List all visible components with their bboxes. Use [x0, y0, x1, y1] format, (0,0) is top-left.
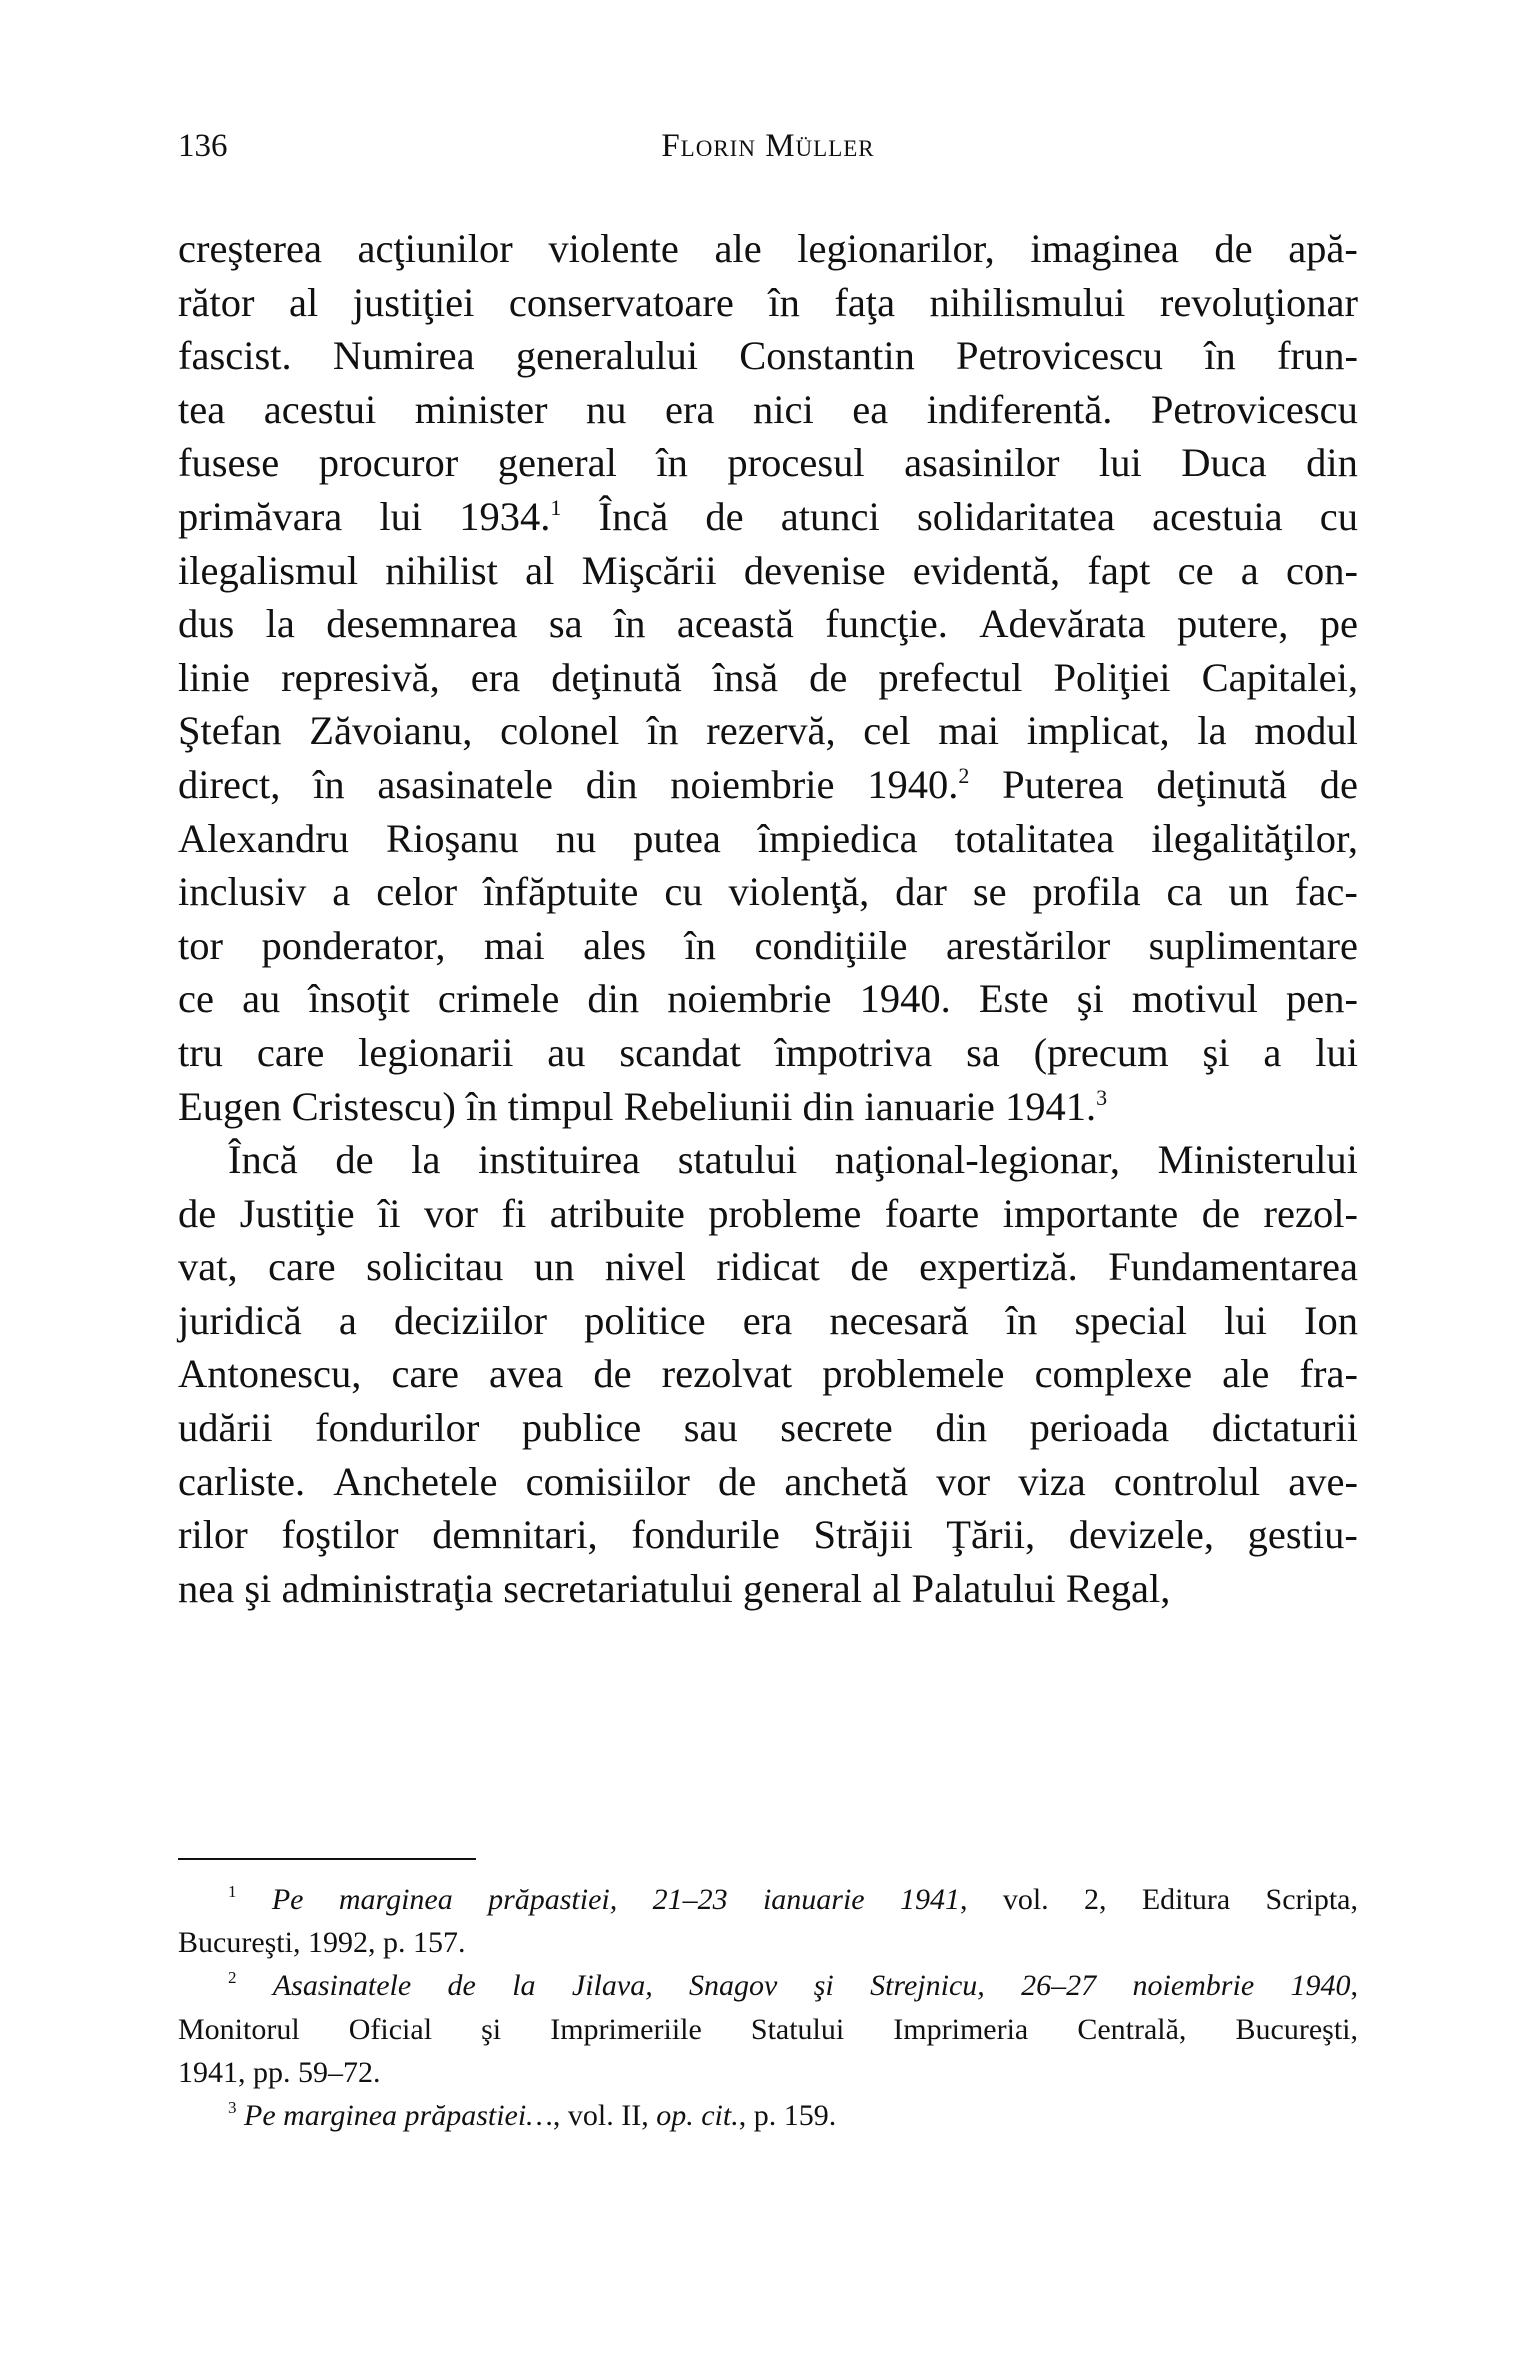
footnote-marker: 2 [228, 1968, 237, 1988]
running-head-author: Florin Müller [661, 128, 875, 164]
footnote-1-continued [178, 1921, 1358, 1964]
text-line: primăvara lui 1934.$^1$ Încă de atunci solidaritatea acestuia cu [178, 493, 1358, 539]
text-line: Antonescu, care avea de rezolvat problemele complexe ale fra- [178, 1351, 1358, 1397]
text-line: tor ponderator, mai ales în condiţiile arestărilor suplimentare [178, 922, 1358, 968]
text-line: de Justiţie îi vor fi atribuite probleme foarte importante de rezol- [178, 1190, 1358, 1236]
text-line: udării fondurilor publice sau secrete din perioada dictaturii [178, 1405, 1358, 1451]
text-line: tea acestui minister nu era nici ea indiferentă. Petrovicescu [178, 386, 1358, 432]
text-line: linie represivă, era deţinută însă de prefectul Poliţiei Capitalei, [178, 654, 1358, 700]
page-number: 136 [178, 128, 228, 164]
text-line: rilor foştilor demnitari, fondurile Străjii Ţării, devizele, gestiu- [178, 1512, 1358, 1558]
footnote-2-continued [178, 2008, 1358, 2051]
body-text [178, 222, 1358, 1615]
footnote-title: Asasinatele de la Jilava, Snagov şi Strejnicu, 26–27 noiembrie 1940 [272, 1969, 1351, 2003]
footnote-reference[interactable]: 1 [550, 494, 562, 520]
text-line: fusese procuror general în procesul asasinilor lui Duca din [178, 440, 1358, 486]
footnote-title: Pe marginea prăpastiei… [244, 2098, 553, 2132]
footnote-text: 1941, pp. 59–72. [178, 2055, 381, 2089]
text-line: Eugen Cristescu) în timpul Rebeliunii din ianuarie 1941.$^3$ [178, 1083, 1108, 1129]
footnotes [178, 1878, 1358, 2137]
text-line: Încă de la instituirea statului naţional-legionar, Ministerului [228, 1137, 1358, 1183]
text-line: rător al justiţiei conservatoare în faţa nihilismului revoluţionar [178, 279, 1358, 325]
footnote-1 [178, 1878, 1358, 1921]
footnote-text: Monitorul Oficial şi Imprimeriile Statului Imprimeria Centrală, Bucureşti, [178, 2012, 1358, 2046]
footnote-title: Pe marginea prăpastiei, 21–23 ianuarie 1941 [271, 1883, 960, 1916]
footnote-text: Bucureşti, 1992, p. 157. [178, 1926, 466, 1960]
text-line: direct, în asasinatele din noiembrie 1940.$^2$ Puterea deţinută de [178, 761, 1358, 807]
footnote-marker: 3 [228, 2097, 237, 2117]
page-header [178, 128, 1358, 178]
text-line: carliste. Anchetele comisiilor de anchetă vor viza controlul ave- [178, 1458, 1358, 1504]
footnote-text: , [1350, 1969, 1358, 2003]
footnote-reference[interactable]: 3 [1096, 1084, 1108, 1110]
text-line: Alexandru Rioşanu nu putea împiedica totalitatea ilegalităţilor, [178, 815, 1358, 861]
text-line: ce au însoţit crimele din noiembrie 1940. Este şi motivul pen- [178, 976, 1358, 1022]
footnote-separator [178, 1858, 476, 1860]
footnote-text: , p. 159. [738, 2098, 837, 2132]
text-line: fascist. Numirea generalului Constantin Petrovicescu în frun- [178, 333, 1358, 379]
footnote-text: , vol. 2, Editura Scripta, [959, 1883, 1358, 1916]
text-line: ilegalismul nihilist al Mişcării devenise evidentă, fapt ce a con- [178, 547, 1358, 593]
text-line: dus la desemnarea sa în această funcţie. Adevărata putere, pe [178, 601, 1358, 647]
footnote-2-continued [178, 2051, 1358, 2094]
text-line: creşterea acţiunilor violente ale legionarilor, imaginea de apă- [178, 226, 1358, 271]
text-line: tru care legionarii au scandat împotriva sa (precum şi a lui [178, 1029, 1358, 1075]
footnote-text: , vol. II, [552, 2098, 657, 2132]
text-line: inclusiv a celor înfăptuite cu violenţă, dar se profila ca un fac- [178, 869, 1358, 915]
footnote-reference[interactable]: 2 [958, 762, 970, 788]
footnote-2 [178, 1964, 1358, 2007]
text-line: vat, care solicitau un nivel ridicat de expertiză. Fundamentarea [178, 1244, 1358, 1290]
text-line: juridică a deciziilor politice era necesară în special lui Ion [178, 1297, 1358, 1343]
text-line: Ştefan Zăvoianu, colonel în rezervă, cel mai implicat, la modul [178, 708, 1358, 754]
text-line: nea şi administraţia secretariatului general al Palatului Regal, [178, 1565, 1171, 1611]
footnote-marker: 1 [228, 1882, 237, 1901]
footnote-3 [178, 2094, 1358, 2137]
footnote-abbrev: op. cit. [656, 2098, 739, 2132]
